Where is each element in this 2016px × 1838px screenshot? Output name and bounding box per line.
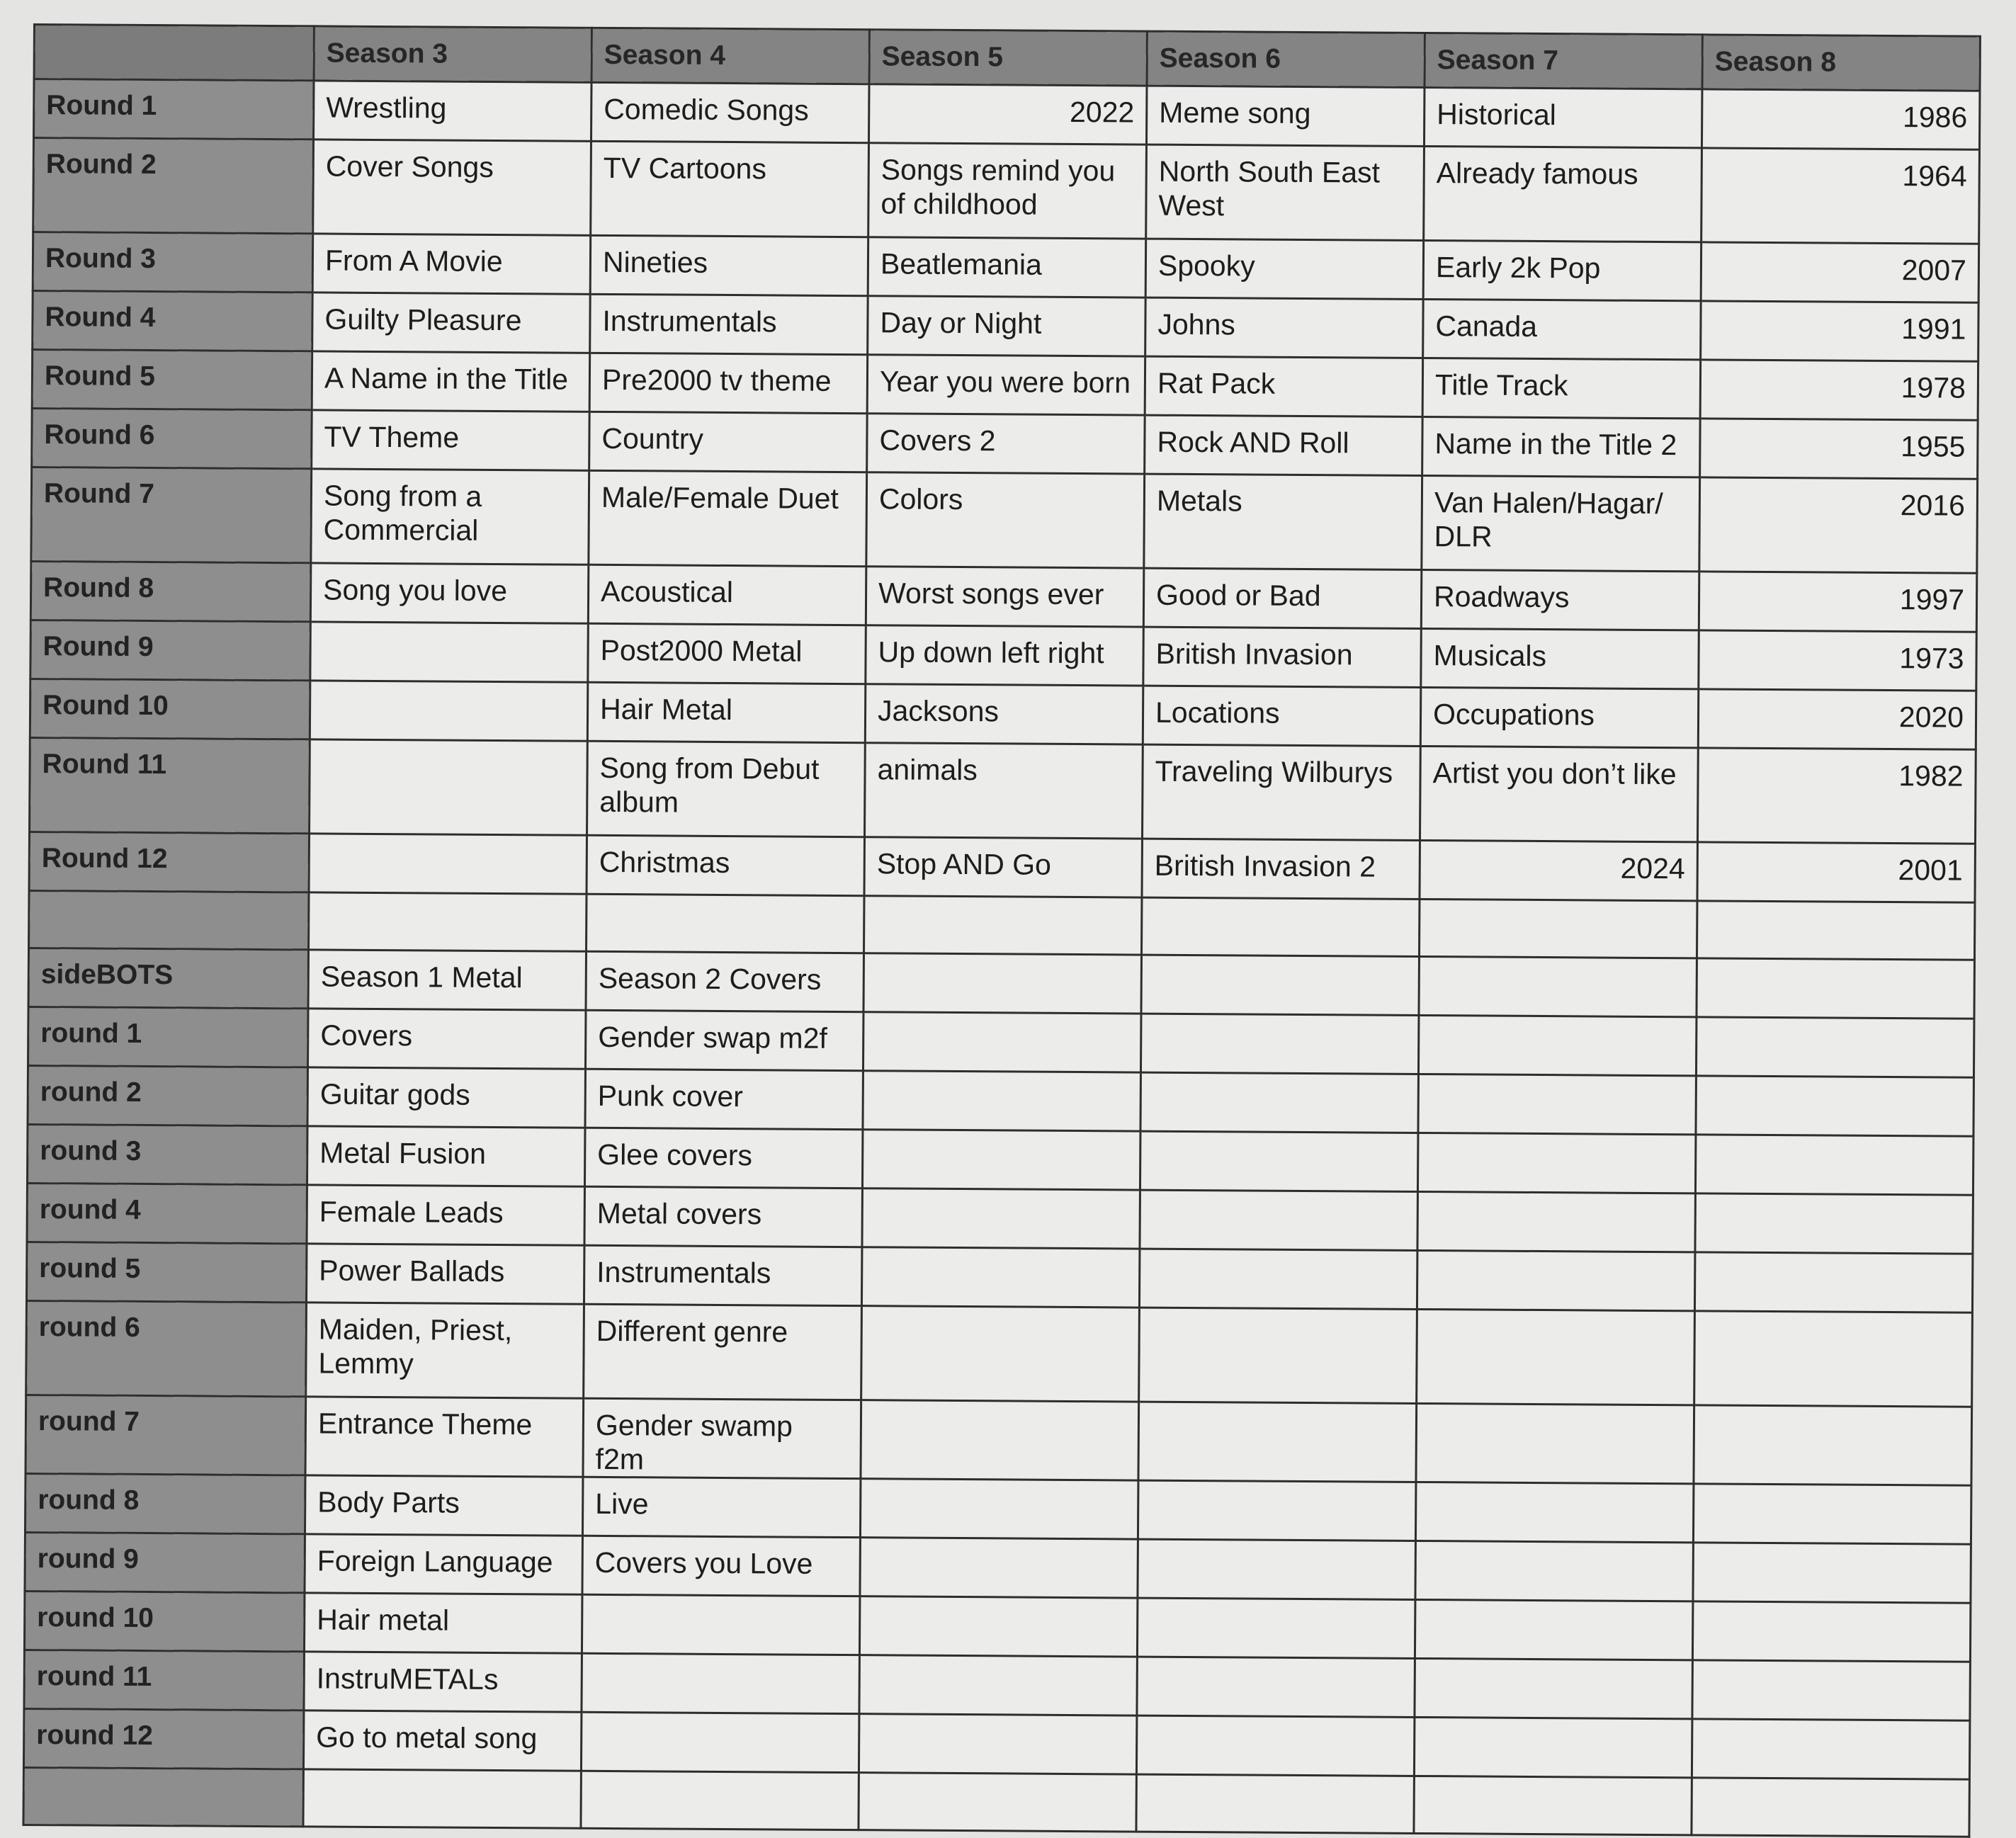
table-cell: Pre2000 tv theme	[589, 353, 867, 413]
table-cell	[1415, 1482, 1693, 1542]
table-cell: Acoustical	[588, 565, 866, 625]
table-cell	[1692, 1660, 1970, 1720]
table-cell: Glee covers	[584, 1128, 862, 1188]
season-header: Season 4	[591, 28, 869, 84]
table-cell: Up down left right	[866, 625, 1143, 686]
table-cell: Meme song	[1146, 86, 1424, 146]
table-cell: Live	[582, 1477, 860, 1537]
table-cell	[1697, 958, 1974, 1019]
table-cell	[1696, 1076, 1973, 1136]
table-cell	[859, 1773, 1136, 1832]
table-cell: Artist you don’t like	[1420, 746, 1698, 841]
table-cell: 1986	[1701, 89, 1979, 149]
table-cell	[863, 1012, 1140, 1072]
round-label: Round 6	[32, 408, 312, 468]
table-cell: Locations	[1143, 686, 1420, 746]
table-cell: Jacksons	[865, 684, 1143, 744]
corner-cell	[34, 25, 314, 81]
table-cell: Stop AND Go	[864, 837, 1142, 897]
table-cell	[1140, 1072, 1418, 1133]
table-cell	[309, 892, 587, 951]
table-cell	[1140, 1190, 1417, 1250]
table-cell: Maiden, Priest, Lemmy	[306, 1303, 584, 1398]
table-cell	[1138, 1539, 1415, 1599]
table-cell: Name in the Title 2	[1422, 416, 1700, 477]
table-cell	[1417, 1133, 1695, 1193]
table-cell	[863, 953, 1141, 1014]
table-cell	[1136, 1774, 1414, 1833]
table-cell	[1418, 1015, 1696, 1075]
table-cell	[860, 1479, 1138, 1539]
table-cell: Good or Bad	[1143, 568, 1421, 628]
table-cell	[582, 1594, 859, 1655]
table-cell: Hair metal	[304, 1593, 582, 1653]
table-cell: Punk cover	[585, 1069, 863, 1129]
table-cell	[310, 681, 587, 741]
table-cell: 2001	[1697, 842, 1975, 902]
season-header: Season 5	[869, 30, 1147, 86]
table-cell	[1693, 1543, 1971, 1603]
round-label: Round 4	[33, 291, 312, 351]
table-cell	[861, 1247, 1139, 1307]
table-cell	[1696, 1017, 1973, 1077]
table-cell: Post2000 Metal	[588, 623, 866, 683]
table-cell: Entrance Theme	[305, 1397, 584, 1477]
table-cell: Early 2k Pop	[1423, 240, 1701, 300]
blank-row	[23, 1767, 1969, 1837]
table-cell	[310, 622, 588, 682]
table-cell	[1417, 1250, 1694, 1310]
table-cell: Comedic Songs	[591, 82, 868, 142]
table-cell	[1139, 1249, 1417, 1309]
table-cell: Christmas	[587, 835, 864, 895]
table-cell: Year you were born	[867, 355, 1145, 415]
table-row	[26, 1300, 1973, 1407]
table-cell: 1964	[1701, 148, 1980, 244]
table-cell: Traveling Wilburys	[1142, 744, 1420, 840]
table-cell	[862, 1189, 1140, 1249]
table-row	[31, 467, 1978, 573]
table-cell: Canada	[1423, 299, 1701, 359]
table-cell: Body Parts	[305, 1475, 582, 1536]
table-cell: A Name in the Title	[312, 351, 589, 412]
table-cell	[1693, 1484, 1971, 1544]
round-label: round 2	[28, 1065, 307, 1125]
table-cell: 2020	[1698, 689, 1976, 749]
round-label: Round 8	[30, 561, 310, 621]
table-cell	[1415, 1658, 1692, 1718]
table-cell: 2016	[1699, 477, 1978, 573]
table-cell: 1955	[1700, 419, 1978, 479]
table-cell: 1991	[1701, 301, 1978, 361]
table-cell	[1140, 1014, 1418, 1074]
table-cell: 1973	[1699, 630, 1976, 691]
table-cell: Power Ballads	[306, 1244, 584, 1304]
table-cell	[1697, 901, 1974, 960]
round-label: round 1	[28, 1006, 308, 1067]
table-cell: Different genre	[584, 1304, 862, 1400]
table-cell	[1136, 1715, 1414, 1776]
table-cell: Guitar gods	[307, 1067, 585, 1128]
table-cell: Van Halen/Hagar/ DLR	[1422, 475, 1700, 571]
table-cell	[309, 834, 587, 894]
season-header: Season 8	[1702, 35, 1980, 91]
table-cell: Gender swamp f2m	[583, 1398, 861, 1478]
table-cell: Foreign Language	[305, 1534, 582, 1594]
table-cell	[1140, 1131, 1417, 1191]
table-cell	[859, 1655, 1137, 1715]
table-cell: 2022	[868, 84, 1146, 144]
round-label: Round 9	[30, 620, 310, 680]
table-cell: Johns	[1145, 297, 1423, 358]
table-cell	[1694, 1405, 1972, 1485]
table-cell: Covers	[308, 1009, 586, 1069]
table-cell: TV Theme	[312, 410, 589, 470]
table-cell: Already famous	[1424, 146, 1702, 242]
table-cell	[303, 1769, 581, 1828]
theme-schedule-sheet	[22, 23, 1977, 1838]
table-cell: 1982	[1697, 748, 1976, 844]
round-label: round 11	[24, 1650, 304, 1710]
round-label: round 9	[25, 1532, 305, 1592]
table-cell: 2024	[1420, 840, 1697, 900]
season-header: Season 6	[1147, 31, 1425, 87]
round-label: round 6	[26, 1300, 307, 1396]
table-cell	[1695, 1193, 1973, 1254]
table-cell: Instrumentals	[584, 1245, 861, 1305]
table-cell	[582, 1653, 859, 1713]
table-cell: Spooky	[1145, 239, 1423, 299]
round-label: Round 3	[33, 232, 312, 293]
table-cell: InstruMETALs	[304, 1652, 582, 1712]
season-header: Season 7	[1425, 33, 1702, 89]
table-cell	[1694, 1311, 1973, 1407]
table-cell	[1417, 1191, 1695, 1252]
round-label: round 5	[26, 1242, 306, 1302]
table-cell: Nineties	[590, 235, 868, 295]
round-label: Round 7	[31, 467, 312, 562]
table-cell: Song you love	[310, 563, 588, 623]
round-label: round 4	[27, 1183, 307, 1243]
table-cell: Occupations	[1420, 687, 1698, 747]
table-cell	[1139, 1307, 1417, 1403]
table-cell: 1997	[1699, 572, 1976, 632]
round-label: Round 12	[29, 832, 309, 892]
table-cell	[860, 1538, 1138, 1598]
table-cell: Songs remind you of childhood	[868, 143, 1147, 239]
table-row	[30, 737, 1976, 844]
table-cell	[861, 1306, 1140, 1402]
table-cell	[1414, 1776, 1692, 1834]
table-cell	[861, 1400, 1139, 1480]
table-cell: Guilty Pleasure	[312, 293, 590, 353]
table-cell	[1141, 955, 1419, 1015]
table-cell	[1138, 1402, 1417, 1482]
table-cell: Worst songs ever	[866, 567, 1143, 627]
table-cell: Title Track	[1422, 358, 1700, 418]
table-row	[26, 1395, 1972, 1485]
table-cell: Go to metal song	[303, 1711, 581, 1771]
table-cell: 1978	[1700, 360, 1978, 420]
table-cell: Wrestling	[314, 81, 591, 141]
table-cell: Rat Pack	[1145, 356, 1422, 416]
round-label: Round 2	[33, 138, 314, 234]
table-cell	[1692, 1719, 1969, 1779]
round-label: round 3	[27, 1124, 307, 1184]
table-cell: Musicals	[1421, 628, 1699, 688]
table-cell: Song from a Commercial	[311, 469, 589, 565]
table-cell: Metals	[1144, 474, 1422, 569]
table-cell: Rock AND Roll	[1145, 415, 1422, 475]
table-cell	[859, 1714, 1136, 1774]
round-label: Round 10	[30, 679, 310, 739]
table-cell: Country	[589, 412, 867, 472]
table-cell	[1415, 1599, 1692, 1660]
table-cell: TV Cartoons	[591, 141, 869, 237]
table-cell: Female Leads	[307, 1185, 584, 1245]
table-cell	[581, 1771, 859, 1830]
table-cell: Metal covers	[584, 1186, 862, 1247]
table-row	[33, 138, 1980, 244]
table-cell: North South East West	[1146, 144, 1425, 240]
table-cell	[1414, 1717, 1692, 1777]
table-cell	[862, 1130, 1140, 1190]
round-label: Round 11	[30, 737, 310, 833]
table-cell	[581, 1712, 859, 1772]
theme-schedule-table	[22, 23, 1981, 1838]
table-cell	[1419, 956, 1697, 1016]
round-label: Round 1	[34, 79, 314, 140]
table-cell: Covers you Love	[582, 1536, 860, 1596]
table-cell	[1141, 897, 1419, 956]
table-cell: Metal Fusion	[307, 1126, 584, 1186]
table-cell	[1137, 1598, 1415, 1658]
season-header: Season 3	[314, 26, 591, 82]
round-label: round 12	[23, 1708, 303, 1769]
table-cell: Season 1 Metal	[308, 950, 586, 1010]
table-cell	[310, 739, 588, 835]
table-cell	[1418, 1074, 1696, 1134]
round-label: round 8	[25, 1473, 305, 1533]
table-cell: Day or Night	[868, 296, 1145, 356]
table-cell	[863, 1071, 1140, 1131]
table-cell: Male/Female Duet	[589, 470, 867, 566]
table-cell: Covers 2	[867, 414, 1145, 474]
table-cell	[1692, 1601, 1970, 1662]
table-cell: Gender swap m2f	[585, 1010, 863, 1070]
table-cell	[1417, 1309, 1695, 1405]
table-cell: Song from Debut album	[587, 741, 866, 836]
round-label: round 7	[26, 1395, 306, 1475]
table-cell: Beatlemania	[868, 237, 1145, 297]
round-label: round 10	[24, 1591, 304, 1651]
table-cell	[1419, 899, 1697, 958]
table-cell	[859, 1596, 1137, 1657]
table-cell: From A Movie	[312, 234, 590, 294]
table-cell: Season 2 Covers	[586, 951, 863, 1011]
table-cell: Cover Songs	[313, 140, 591, 235]
round-label: Round 5	[32, 350, 312, 410]
table-cell: animals	[865, 743, 1143, 839]
table-cell: Hair Metal	[587, 682, 865, 742]
table-cell	[1694, 1252, 1972, 1312]
table-cell: Roadways	[1421, 569, 1699, 630]
table-cell: British Invasion 2	[1142, 839, 1420, 899]
table-cell: Historical	[1424, 87, 1701, 147]
table-cell: 2007	[1701, 242, 1978, 302]
table-cell: British Invasion	[1143, 627, 1421, 687]
table-cell	[587, 894, 864, 953]
round-label	[23, 1767, 303, 1826]
table-cell: Colors	[866, 472, 1145, 568]
round-label	[29, 890, 309, 949]
table-cell	[1415, 1541, 1693, 1601]
table-cell	[1137, 1657, 1415, 1717]
table-cell: Instrumentals	[590, 294, 868, 354]
table-cell	[1416, 1403, 1694, 1483]
table-cell	[864, 896, 1142, 955]
table-cell	[1695, 1135, 1973, 1195]
table-cell	[1138, 1480, 1415, 1541]
sidebots-label: sideBOTS	[28, 948, 308, 1008]
table-cell	[1692, 1778, 1969, 1837]
